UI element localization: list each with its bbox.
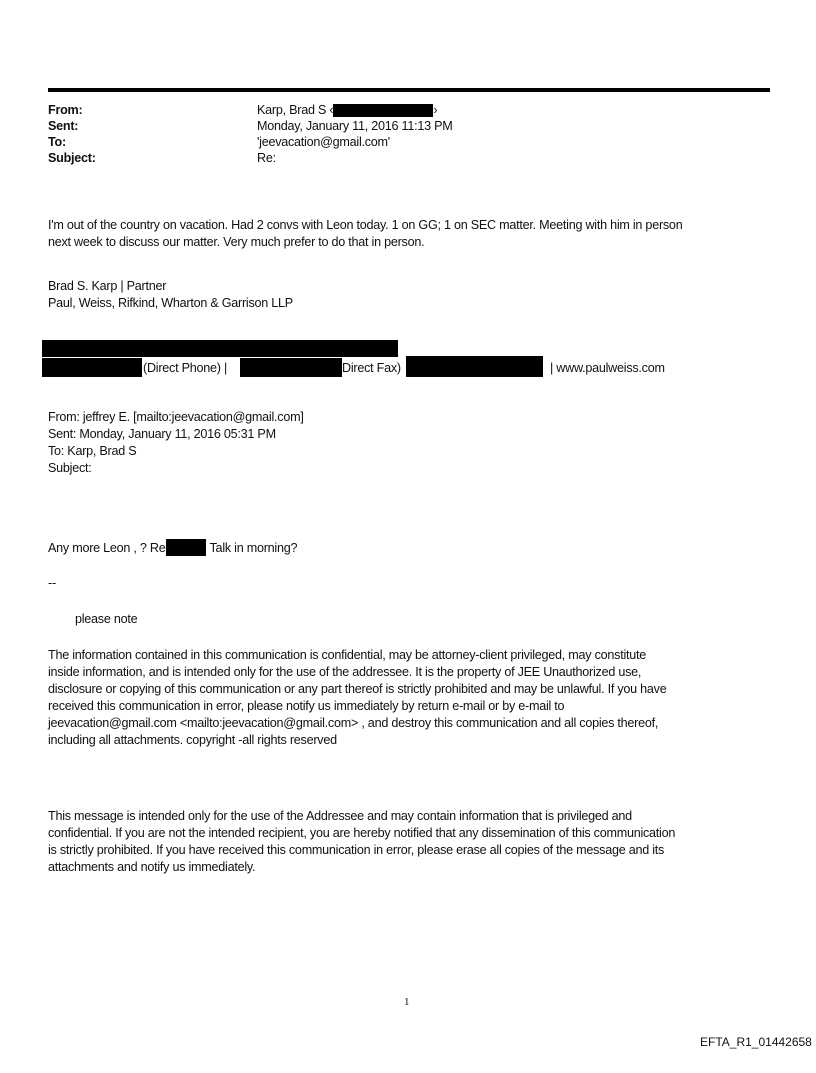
from-label: From: xyxy=(48,103,83,117)
disclaimer-line: jeevacation@gmail.com <mailto:jeevacation@gmail.com> , and destroy this communication and all copies thereof, xyxy=(48,716,659,730)
signature-name: Brad S. Karp | Partner xyxy=(48,279,167,293)
to-label: To: xyxy=(48,135,66,149)
sent-label: Sent: xyxy=(48,119,79,133)
redaction xyxy=(166,539,206,556)
disclaimer-line: inside information, and is intended only for the use of the addressee. It is the property of JEE Unauthorized use, xyxy=(48,665,642,679)
firm-disclaimer xyxy=(48,808,675,876)
subject-label: Subject: xyxy=(48,151,96,165)
quoted-to: To: Karp, Brad S xyxy=(48,444,137,458)
from-name: Karp, Brad S xyxy=(257,103,327,117)
message-end: Talk in morning? xyxy=(209,541,298,555)
body-line: I'm out of the country on vacation. Had 2 convs with Leon today. 1 on GG; 1 on SEC matter. Meeting with him in person xyxy=(48,218,683,232)
subject-value: Re: xyxy=(257,151,276,165)
website-link[interactable]: | www.paulweiss.com xyxy=(550,361,665,375)
please-note: please note xyxy=(75,612,138,626)
disclaimer-line: is strictly prohibited. If you have received this communication in error, please erase all copies of the message and its xyxy=(48,843,665,857)
redaction xyxy=(333,104,433,117)
message-body xyxy=(48,217,682,251)
disclaimer-line: disclosure or copying of this communication or any part thereof is strictly prohibited and may be unlawful. If you have xyxy=(48,682,667,696)
disclaimer-line: received this communication in error, please notify us immediately by return e-mail or by e-mail to xyxy=(48,699,565,713)
signature-firm: Paul, Weiss, Rifkind, Wharton & Garrison LLP xyxy=(48,296,293,310)
direct-phone-label: (Direct Phone) | xyxy=(143,361,227,375)
disclaimer-line: including all attachments. copyright -all rights reserved xyxy=(48,733,337,747)
redaction xyxy=(406,356,543,377)
quoted-from: From: jeffrey E. [mailto:jeevacation@gmail.com] xyxy=(48,410,304,424)
to-value: 'jeevacation@gmail.com' xyxy=(257,135,390,149)
quoted-message xyxy=(48,539,297,557)
redaction xyxy=(42,340,398,357)
header-rule xyxy=(48,88,770,92)
from-value: Karp, Brad S ‹ › xyxy=(257,103,438,117)
disclaimer-line: attachments and notify us immediately. xyxy=(48,860,256,874)
page-number: 1 xyxy=(404,996,410,1008)
message-start: Any more Leon , ? Re xyxy=(48,541,166,555)
body-line: next week to discuss our matter. Very much prefer to do that in person. xyxy=(48,235,425,249)
disclaimer-line: confidential. If you are not the intended recipient, you are hereby notified that any dissemination of this communication xyxy=(48,826,676,840)
quoted-disclaimer xyxy=(48,647,666,749)
quoted-subject: Subject: xyxy=(48,461,92,475)
disclaimer-line: The information contained in this communication is confidential, may be attorney-client privileged, may constitute xyxy=(48,648,647,662)
sent-value: Monday, January 11, 2016 11:13 PM xyxy=(257,119,453,133)
document-id: EFTA_R1_01442658 xyxy=(700,1035,812,1049)
separator: -- xyxy=(48,576,56,590)
quoted-sent: Sent: Monday, January 11, 2016 05:31 PM xyxy=(48,427,276,441)
redaction xyxy=(240,358,342,377)
redaction xyxy=(42,358,142,377)
direct-fax-label: Direct Fax) xyxy=(342,361,401,375)
disclaimer-line: This message is intended only for the use of the Addressee and may contain information that is privileged and xyxy=(48,809,632,823)
